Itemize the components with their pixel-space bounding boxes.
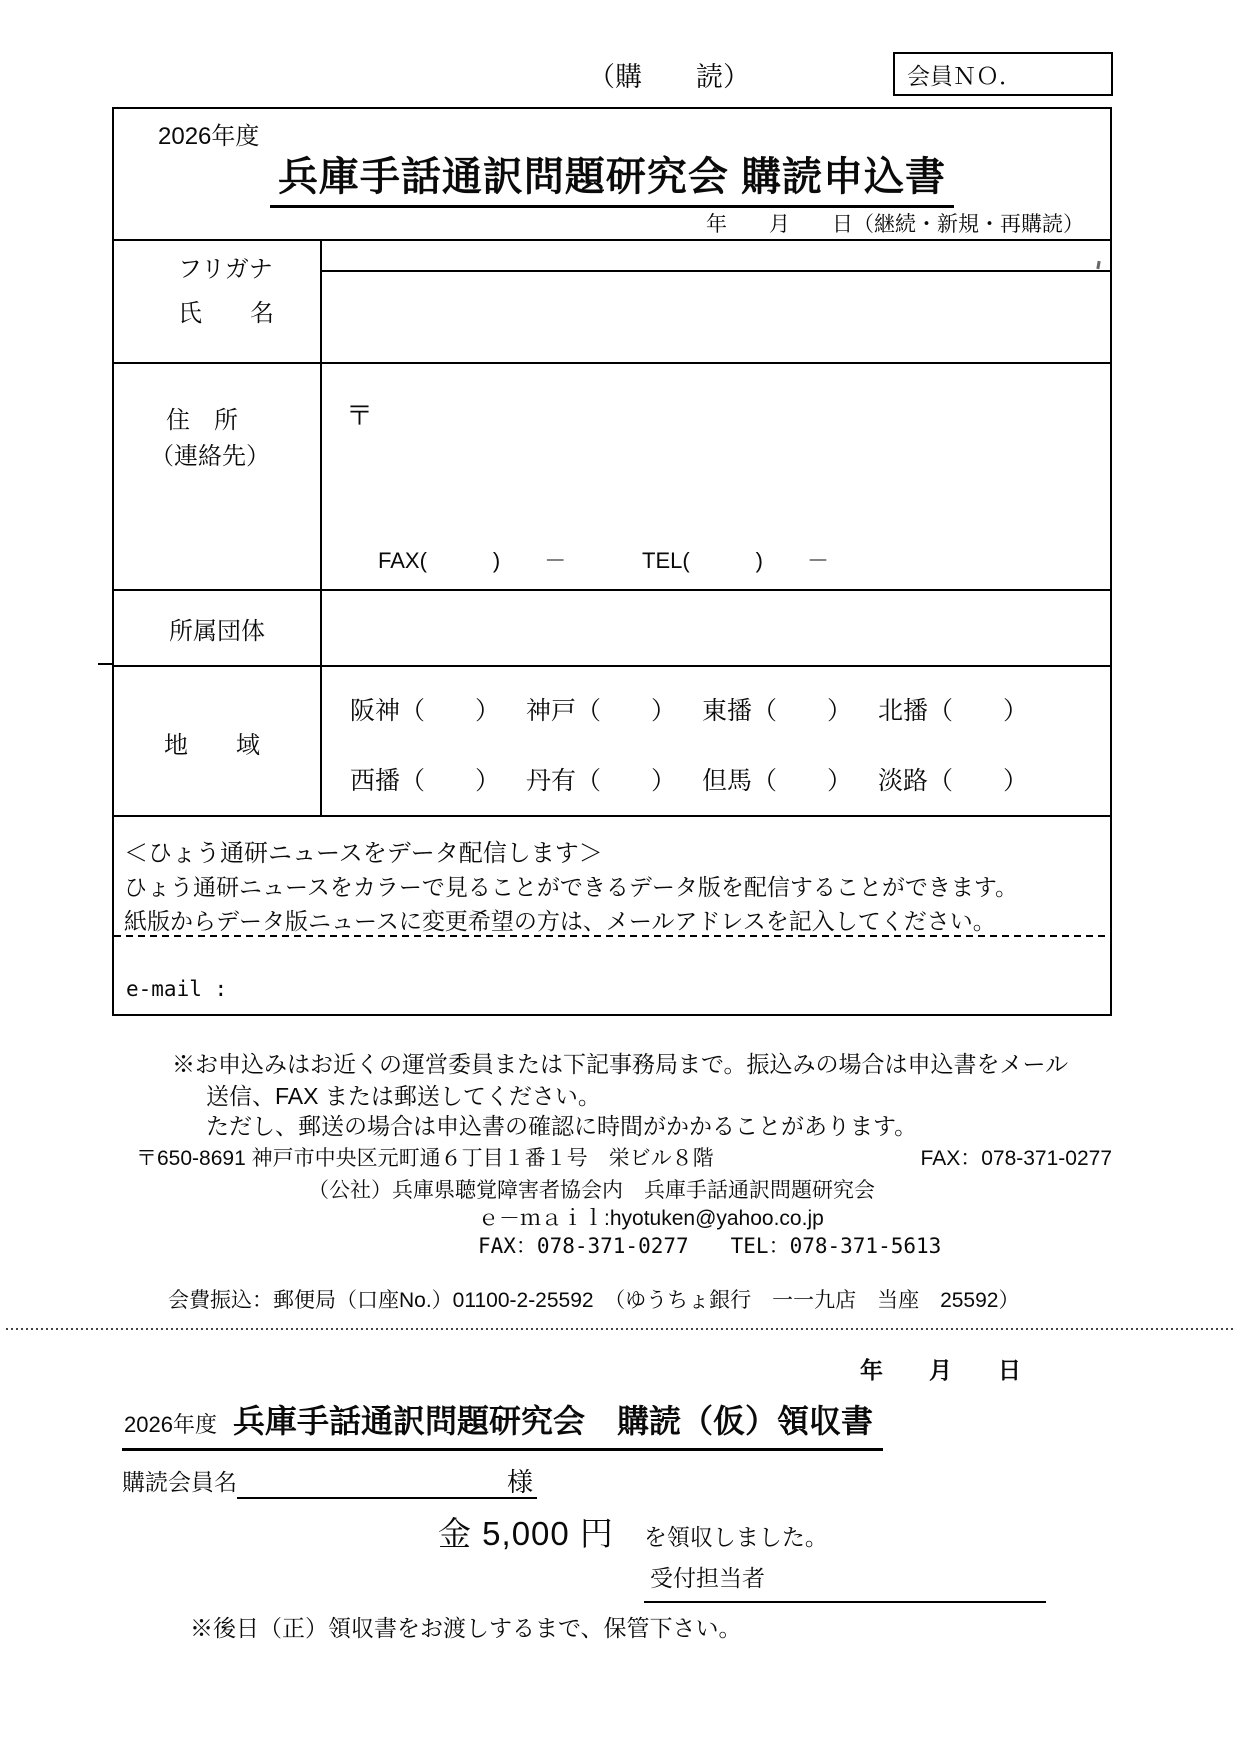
furigana-entry-line xyxy=(322,241,1110,272)
receipt-member-blank-line xyxy=(237,1468,537,1499)
note-line1: ※お申込みはお近くの運営委員または下記事務局まで。振込みの場合は申込書をメール xyxy=(172,1051,1069,1077)
form-date-line: 年 月 日（継続・新規・再購読） xyxy=(706,213,1084,236)
region-option-hokuban: 北播（ ） xyxy=(878,697,1029,725)
fax-entry-blank: FAX( ) － xyxy=(378,548,567,573)
office-organization: （公社）兵庫県聴覚障害者協会内 兵庫手話通訳問題研究会 xyxy=(308,1179,875,1202)
region-option-tajima: 但馬（ ） xyxy=(702,767,853,795)
organization-label-cell xyxy=(114,591,322,665)
receipt-member-row xyxy=(122,1464,537,1499)
name-label: 氏 名 xyxy=(178,300,274,327)
border-tick-artifact xyxy=(98,663,114,665)
news-description-line2: 紙版からデータ版ニュースに変更希望の方は、メールアドレスを記入してください。 xyxy=(124,908,996,934)
member-no-label: 会員ＮＯ． xyxy=(907,62,1022,89)
address-label-cell xyxy=(114,364,322,589)
address-entry-cell xyxy=(322,364,1110,589)
news-delivery-section xyxy=(114,815,1110,1014)
receipt-title-wrap xyxy=(122,1396,883,1451)
perforation-line xyxy=(6,1328,1235,1330)
receipt-amount-row xyxy=(438,1508,828,1555)
office-email: ｅ－ｍａｉｌ:hyotuken@yahoo.co.jp xyxy=(478,1207,824,1230)
name-row xyxy=(114,239,1110,362)
region-option-kobe: 神戸（ ） xyxy=(526,697,677,725)
region-entry-cell xyxy=(322,667,1110,815)
fiscal-year: 2026年度 xyxy=(158,123,260,150)
furigana-label: フリガナ xyxy=(178,256,273,283)
receipt-title: 兵庫手話通訳問題研究会 購読（仮）領収書 xyxy=(232,1403,873,1439)
application-form-box xyxy=(112,107,1112,1016)
office-fax-tel: FAX：078-371-0277 TEL：078-371-5613 xyxy=(478,1234,942,1258)
note-line2: 送信、FAX または郵送してください。 xyxy=(206,1083,601,1109)
note-line3: ただし、郵送の場合は申込書の確認に時間がかかることがあります。 xyxy=(206,1113,918,1139)
receipt-received-text: を領収しました。 xyxy=(643,1524,828,1550)
office-address-row xyxy=(136,1142,1112,1172)
region-option-tanyu: 丹有（ ） xyxy=(526,767,677,795)
bank-transfer-info: 会費振込：郵便局（口座No.）01100-2-25592 （ゆうちょ銀行 一一九店 当座 25592） xyxy=(168,1289,1020,1312)
organization-row xyxy=(114,589,1110,665)
receipt-staff-label: 受付担当者 xyxy=(650,1565,765,1591)
receipt-date-line: 年 月 日 xyxy=(860,1357,1021,1383)
receipt-member-label: 購読会員名 xyxy=(122,1469,237,1495)
address-label: 住 所 xyxy=(166,407,238,434)
region-options-line2 xyxy=(350,761,1028,797)
region-option-hanshin: 阪神（ ） xyxy=(350,697,501,725)
address-sublabel: （連絡先） xyxy=(150,443,270,470)
news-heading: ＜ひょう通研ニュースをデータ配信します＞ xyxy=(124,840,603,867)
receipt-staff-row xyxy=(644,1560,1046,1603)
email-entry-label: e-mail : xyxy=(126,977,228,1001)
honorific-sama: 様 xyxy=(506,1467,533,1498)
postal-mark: 〒 xyxy=(346,401,373,431)
region-row xyxy=(114,665,1110,815)
region-option-awaji: 淡路（ ） xyxy=(878,767,1029,795)
form-title-wrap xyxy=(114,145,1110,208)
receipt-fiscal-year: 2026年度 xyxy=(124,1412,217,1437)
member-no-box xyxy=(893,52,1113,96)
region-option-toban: 東播（ ） xyxy=(702,697,853,725)
form-title: 兵庫手話通訳問題研究会 購読申込書 xyxy=(270,145,954,208)
tel-entry-blank: TEL( ) － xyxy=(642,548,830,573)
organization-label: 所属団体 xyxy=(169,617,265,645)
receipt-note: ※後日（正）領収書をお渡しするまで、保管下さい。 xyxy=(190,1615,742,1641)
region-label-cell xyxy=(114,667,322,815)
dashed-divider xyxy=(114,935,1110,937)
office-address: 〒650-8691 神戸市中央区元町通６丁目１番１号 栄ビル８階 xyxy=(136,1147,714,1170)
name-entry-cell xyxy=(322,241,1110,362)
organization-entry-cell xyxy=(322,591,1110,665)
name-label-cell xyxy=(114,241,322,362)
region-options-line1 xyxy=(350,691,1028,727)
form-header xyxy=(114,109,1110,239)
news-description-line1: ひょう通研ニュースをカラーで見ることができるデータ版を配信することができます。 xyxy=(124,874,1019,900)
office-address-fax: FAX：078-371-0277 xyxy=(920,1147,1112,1170)
region-label: 地 域 xyxy=(164,732,260,759)
address-row xyxy=(114,362,1110,589)
region-option-seiban: 西播（ ） xyxy=(350,767,501,795)
receipt-amount: 金 5,000 円 xyxy=(438,1515,614,1552)
kodoku-heading: （購 読） xyxy=(588,62,750,92)
